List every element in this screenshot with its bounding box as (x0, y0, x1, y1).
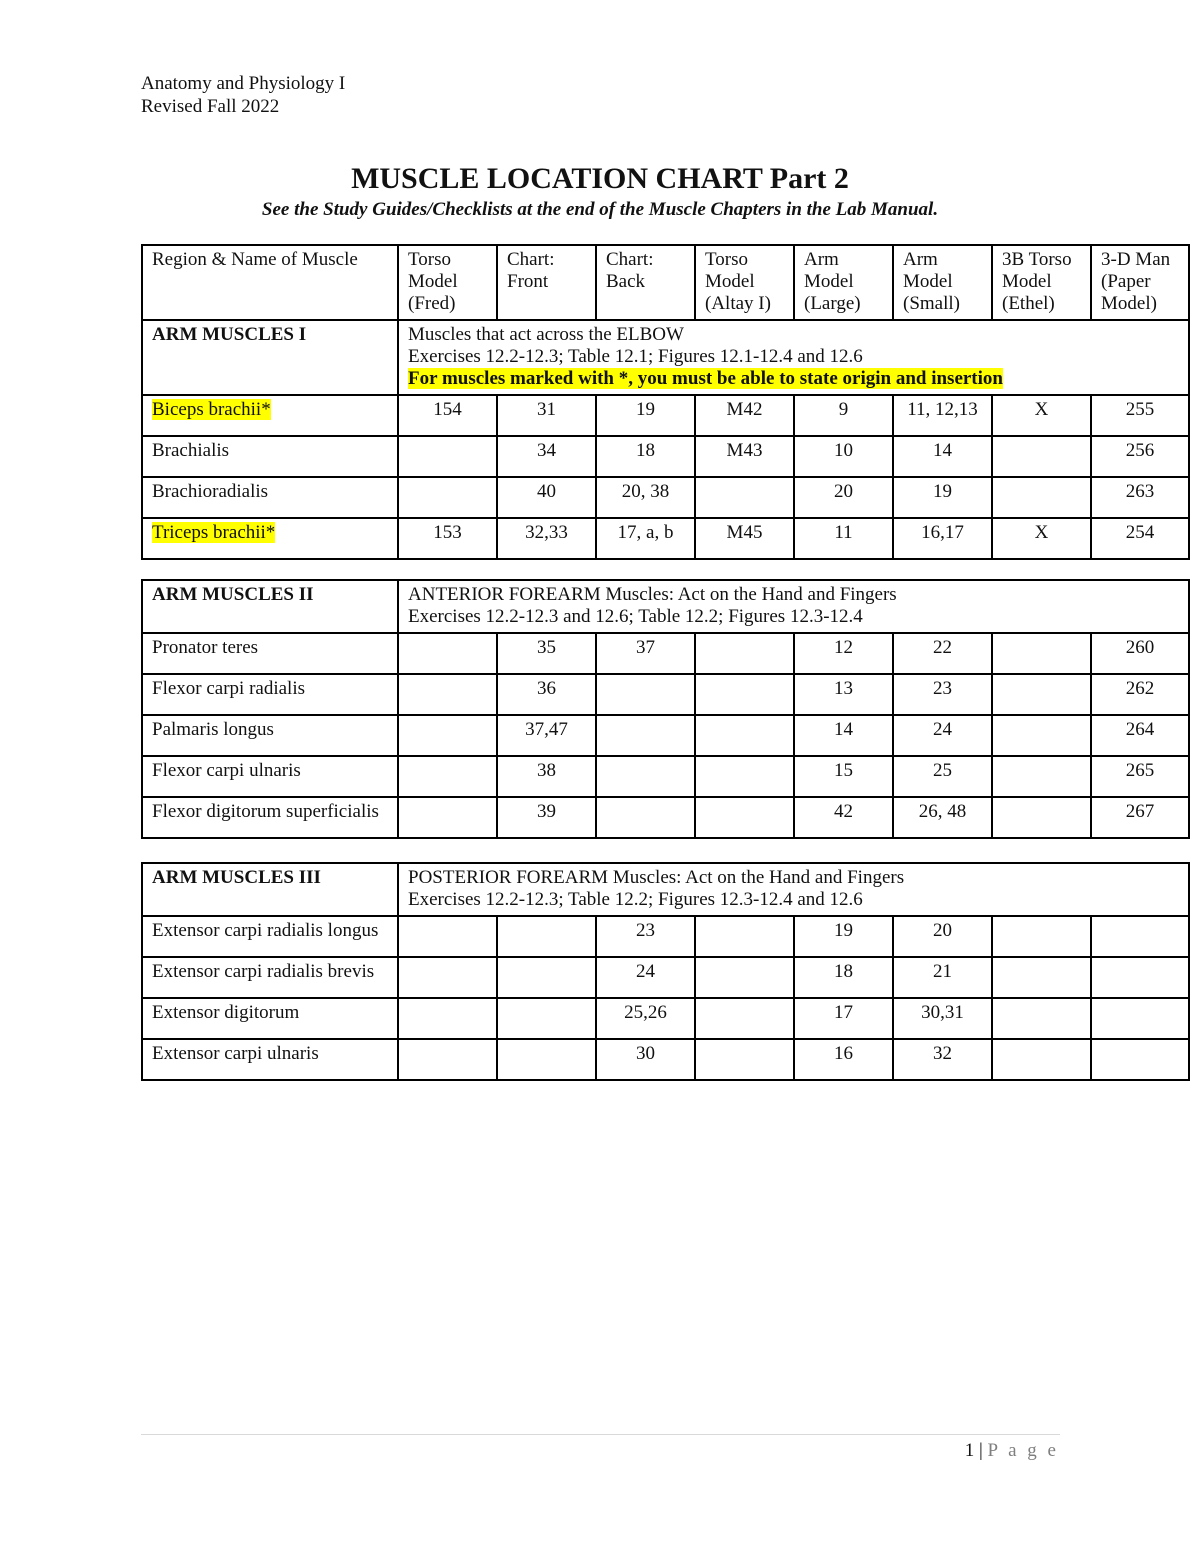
page-footer (965, 1440, 1059, 1462)
muscle-name: Pronator teres (152, 637, 259, 658)
location-cell (794, 633, 893, 674)
location-value: 35 (537, 637, 556, 658)
muscle-name: Flexor carpi ulnaris (152, 760, 301, 781)
location-cell (398, 477, 497, 518)
location-value: 154 (433, 399, 462, 420)
location-value: 11, 12,13 (907, 399, 978, 420)
page-label: P a g e (987, 1440, 1059, 1461)
muscle-name-cell (142, 674, 398, 715)
muscle-name-cell (142, 797, 398, 838)
location-cell (893, 756, 992, 797)
location-cell (1091, 756, 1189, 797)
section-description: Muscles that act across the ELBOW Exercises 12.2-12.3; Table 12.1; Figures 12.1-12.4 and 12.6 For muscles marked with *, you must be able to state origin and insertion (398, 320, 1189, 395)
location-cell (992, 518, 1091, 559)
location-cell (695, 518, 794, 559)
location-cell (992, 756, 1091, 797)
table-row (142, 1039, 1189, 1080)
location-value: M45 (726, 522, 763, 543)
location-value: 34 (537, 440, 556, 461)
location-cell (596, 957, 695, 998)
location-cell (1091, 797, 1189, 838)
location-cell (695, 998, 794, 1039)
location-value: X (1034, 399, 1049, 420)
location-cell (695, 756, 794, 797)
location-cell (992, 436, 1091, 477)
col-header-torso-altay: Torso Model (Altay I) (695, 245, 794, 320)
location-cell (893, 797, 992, 838)
location-value: 19 (636, 399, 655, 420)
revision-date: Revised Fall 2022 (141, 96, 280, 117)
table-row (142, 436, 1189, 477)
muscle-name-highlighted: Triceps brachii* (152, 522, 276, 543)
col-header-torso-fred: Torso Model (Fred) (398, 245, 497, 320)
location-cell (497, 916, 596, 957)
location-value: 20, 38 (621, 481, 670, 502)
location-cell (497, 756, 596, 797)
location-cell (398, 436, 497, 477)
location-value: 38 (537, 760, 556, 781)
muscle-name-cell (142, 477, 398, 518)
location-cell (794, 916, 893, 957)
location-cell (398, 1039, 497, 1080)
page-number: 1 (964, 1440, 975, 1461)
location-value: 37 (636, 637, 655, 658)
location-cell (695, 477, 794, 518)
location-value: 263 (1125, 481, 1155, 502)
muscle-name-cell (142, 916, 398, 957)
location-cell (596, 518, 695, 559)
muscle-name: Extensor digitorum (152, 1002, 300, 1023)
location-cell (1091, 715, 1189, 756)
muscle-name: Extensor carpi radialis longus (152, 920, 379, 941)
location-value: 30,31 (921, 1002, 964, 1023)
muscle-name: Flexor carpi radialis (152, 678, 306, 699)
location-value: 20 (834, 481, 853, 502)
location-cell (695, 916, 794, 957)
location-cell (794, 715, 893, 756)
table-row (142, 715, 1189, 756)
location-value: 254 (1125, 522, 1155, 543)
location-cell (992, 998, 1091, 1039)
location-cell (497, 436, 596, 477)
location-cell (1091, 477, 1189, 518)
location-value: 24 (636, 961, 655, 982)
location-cell (893, 1039, 992, 1080)
location-value: M42 (726, 399, 763, 420)
location-cell (398, 797, 497, 838)
location-value: 32,33 (525, 522, 568, 543)
location-value: 37,47 (525, 719, 568, 740)
muscle-name-cell (142, 715, 398, 756)
muscle-name: Brachioradialis (152, 481, 269, 502)
location-cell (893, 395, 992, 436)
location-value: 18 (834, 961, 853, 982)
location-value: 19 (933, 481, 952, 502)
col-header-3b-torso: 3B Torso Model (Ethel) (992, 245, 1091, 320)
muscle-name-cell (142, 998, 398, 1039)
location-value: 23 (933, 678, 952, 699)
location-value: 30 (636, 1043, 655, 1064)
location-cell (1091, 916, 1189, 957)
location-value: 32 (933, 1043, 952, 1064)
location-cell (398, 518, 497, 559)
table-row (142, 756, 1189, 797)
location-cell (398, 395, 497, 436)
location-cell (992, 957, 1091, 998)
col-header-arm-small: Arm Model (Small) (893, 245, 992, 320)
location-cell (893, 633, 992, 674)
location-cell (497, 518, 596, 559)
location-cell (794, 998, 893, 1039)
location-cell (596, 715, 695, 756)
location-cell (695, 633, 794, 674)
col-header-arm-large: Arm Model (Large) (794, 245, 893, 320)
section-header-row (142, 320, 1189, 395)
location-cell (992, 1039, 1091, 1080)
location-cell (893, 674, 992, 715)
location-value: 23 (636, 920, 655, 941)
table-row (142, 998, 1189, 1039)
location-value: 22 (933, 637, 952, 658)
location-cell (794, 957, 893, 998)
location-cell (992, 797, 1091, 838)
location-cell (398, 756, 497, 797)
location-value: 40 (537, 481, 556, 502)
course-name: Anatomy and Physiology I (141, 73, 346, 94)
section-header-row (142, 580, 1189, 633)
location-value: 31 (537, 399, 556, 420)
location-cell (794, 477, 893, 518)
location-value: M43 (726, 440, 763, 461)
muscle-name-cell (142, 633, 398, 674)
section-name: ARM MUSCLES II (142, 580, 398, 633)
section-name: ARM MUSCLES I (142, 320, 398, 395)
location-cell (893, 957, 992, 998)
location-cell (992, 916, 1091, 957)
table-row (142, 477, 1189, 518)
location-cell (992, 477, 1091, 518)
location-cell (893, 998, 992, 1039)
location-value: 262 (1125, 678, 1155, 699)
muscle-name-cell (142, 518, 398, 559)
location-cell (497, 957, 596, 998)
location-value: 42 (834, 801, 853, 822)
location-value: 256 (1125, 440, 1155, 461)
footer-divider (141, 1434, 1060, 1435)
location-value: X (1034, 522, 1049, 543)
location-cell (596, 797, 695, 838)
location-value: 39 (537, 801, 556, 822)
page-subtitle: See the Study Guides/Checklists at the end of the Muscle Chapters in the Lab Manual. (261, 199, 939, 220)
location-cell (1091, 518, 1189, 559)
location-cell (1091, 1039, 1189, 1080)
location-cell (497, 395, 596, 436)
location-value: 17 (834, 1002, 853, 1023)
location-value: 255 (1125, 399, 1155, 420)
location-cell (992, 674, 1091, 715)
location-value: 17, a, b (617, 522, 674, 543)
table-arm-muscles-2 (141, 579, 1190, 839)
location-cell (695, 797, 794, 838)
location-cell (794, 756, 893, 797)
location-cell (695, 395, 794, 436)
location-cell (497, 674, 596, 715)
muscle-name-cell (142, 395, 398, 436)
location-value: 20 (933, 920, 952, 941)
location-cell (695, 1039, 794, 1080)
table-row (142, 797, 1189, 838)
location-value: 14 (834, 719, 853, 740)
muscle-name-cell (142, 436, 398, 477)
location-value: 24 (933, 719, 952, 740)
location-value: 21 (933, 961, 952, 982)
table-row (142, 518, 1189, 559)
location-cell (794, 797, 893, 838)
location-cell (497, 715, 596, 756)
location-value: 11 (834, 522, 853, 543)
muscle-name-highlighted: Biceps brachii* (152, 399, 271, 420)
muscle-name: Extensor carpi ulnaris (152, 1043, 319, 1064)
location-cell (893, 518, 992, 559)
location-value: 14 (933, 440, 952, 461)
column-header-row (142, 245, 1189, 320)
location-cell (497, 477, 596, 518)
location-value: 267 (1125, 801, 1155, 822)
location-cell (398, 633, 497, 674)
table-row (142, 395, 1189, 436)
location-value: 16 (834, 1043, 853, 1064)
origin-insertion-note: For muscles marked with *, you must be able to state origin and insertion (408, 368, 1003, 389)
location-value: 15 (834, 760, 853, 781)
location-cell (398, 916, 497, 957)
location-cell (1091, 436, 1189, 477)
location-value: 36 (537, 678, 556, 699)
location-cell (695, 957, 794, 998)
muscle-name-cell (142, 957, 398, 998)
location-cell (596, 436, 695, 477)
muscle-name-cell (142, 756, 398, 797)
location-cell (398, 957, 497, 998)
location-cell (794, 395, 893, 436)
location-cell (497, 998, 596, 1039)
location-value: 153 (433, 522, 462, 543)
muscle-name: Flexor digitorum superficialis (152, 801, 379, 822)
location-value: 25,26 (624, 1002, 667, 1023)
location-cell (497, 1039, 596, 1080)
location-cell (794, 436, 893, 477)
location-cell (794, 674, 893, 715)
location-cell (1091, 957, 1189, 998)
table-row (142, 633, 1189, 674)
location-cell (893, 477, 992, 518)
muscle-name-cell (142, 1039, 398, 1080)
location-cell (1091, 633, 1189, 674)
section-description: POSTERIOR FOREARM Muscles: Act on the Hand and Fingers Exercises 12.2-12.3; Table 12.2; Figures 12.3-12.4 and 12.6 (398, 863, 1189, 916)
location-cell (596, 395, 695, 436)
location-value: 25 (933, 760, 952, 781)
section-description: ANTERIOR FOREARM Muscles: Act on the Hand and Fingers Exercises 12.2-12.3 and 12.6; Table 12.2; Figures 12.3-12.4 (398, 580, 1189, 633)
table-row (142, 957, 1189, 998)
location-cell (794, 518, 893, 559)
page-separator: | (978, 1440, 983, 1461)
location-cell (893, 916, 992, 957)
location-value: 26, 48 (918, 801, 967, 822)
section-header-row (142, 863, 1189, 916)
table-arm-muscles-1 (141, 244, 1190, 560)
location-cell (992, 715, 1091, 756)
location-value: 264 (1125, 719, 1155, 740)
location-value: 10 (834, 440, 853, 461)
muscle-name: Extensor carpi radialis brevis (152, 961, 375, 982)
location-cell (497, 797, 596, 838)
location-value: 13 (834, 678, 853, 699)
location-cell (695, 674, 794, 715)
location-value: 19 (834, 920, 853, 941)
location-cell (398, 998, 497, 1039)
table-row (142, 674, 1189, 715)
location-cell (992, 395, 1091, 436)
col-header-3d-man: 3-D Man (Paper Model) (1091, 245, 1189, 320)
page-title: MUSCLE LOCATION CHART Part 2 (351, 162, 849, 195)
col-header-region: Region & Name of Muscle (142, 245, 398, 320)
location-cell (596, 633, 695, 674)
location-cell (1091, 674, 1189, 715)
section-name: ARM MUSCLES III (142, 863, 398, 916)
location-cell (596, 756, 695, 797)
location-cell (1091, 395, 1189, 436)
location-cell (398, 674, 497, 715)
location-cell (695, 715, 794, 756)
location-cell (992, 633, 1091, 674)
muscle-name: Palmaris longus (152, 719, 274, 740)
location-cell (794, 1039, 893, 1080)
location-cell (596, 1039, 695, 1080)
location-cell (596, 916, 695, 957)
muscle-name: Brachialis (152, 440, 230, 461)
document-header (141, 72, 345, 118)
location-cell (893, 715, 992, 756)
location-cell (596, 477, 695, 518)
location-value: 18 (636, 440, 655, 461)
location-cell (695, 436, 794, 477)
location-cell (596, 998, 695, 1039)
location-value: 260 (1125, 637, 1155, 658)
location-cell (596, 674, 695, 715)
location-cell (398, 715, 497, 756)
location-value: 12 (834, 637, 853, 658)
table-row (142, 916, 1189, 957)
col-header-chart-back: Chart: Back (596, 245, 695, 320)
location-cell (1091, 998, 1189, 1039)
location-value: 16,17 (921, 522, 964, 543)
location-cell (497, 633, 596, 674)
col-header-chart-front: Chart: Front (497, 245, 596, 320)
location-value: 9 (838, 399, 849, 420)
location-value: 265 (1125, 760, 1155, 781)
location-cell (893, 436, 992, 477)
table-arm-muscles-3 (141, 862, 1190, 1081)
